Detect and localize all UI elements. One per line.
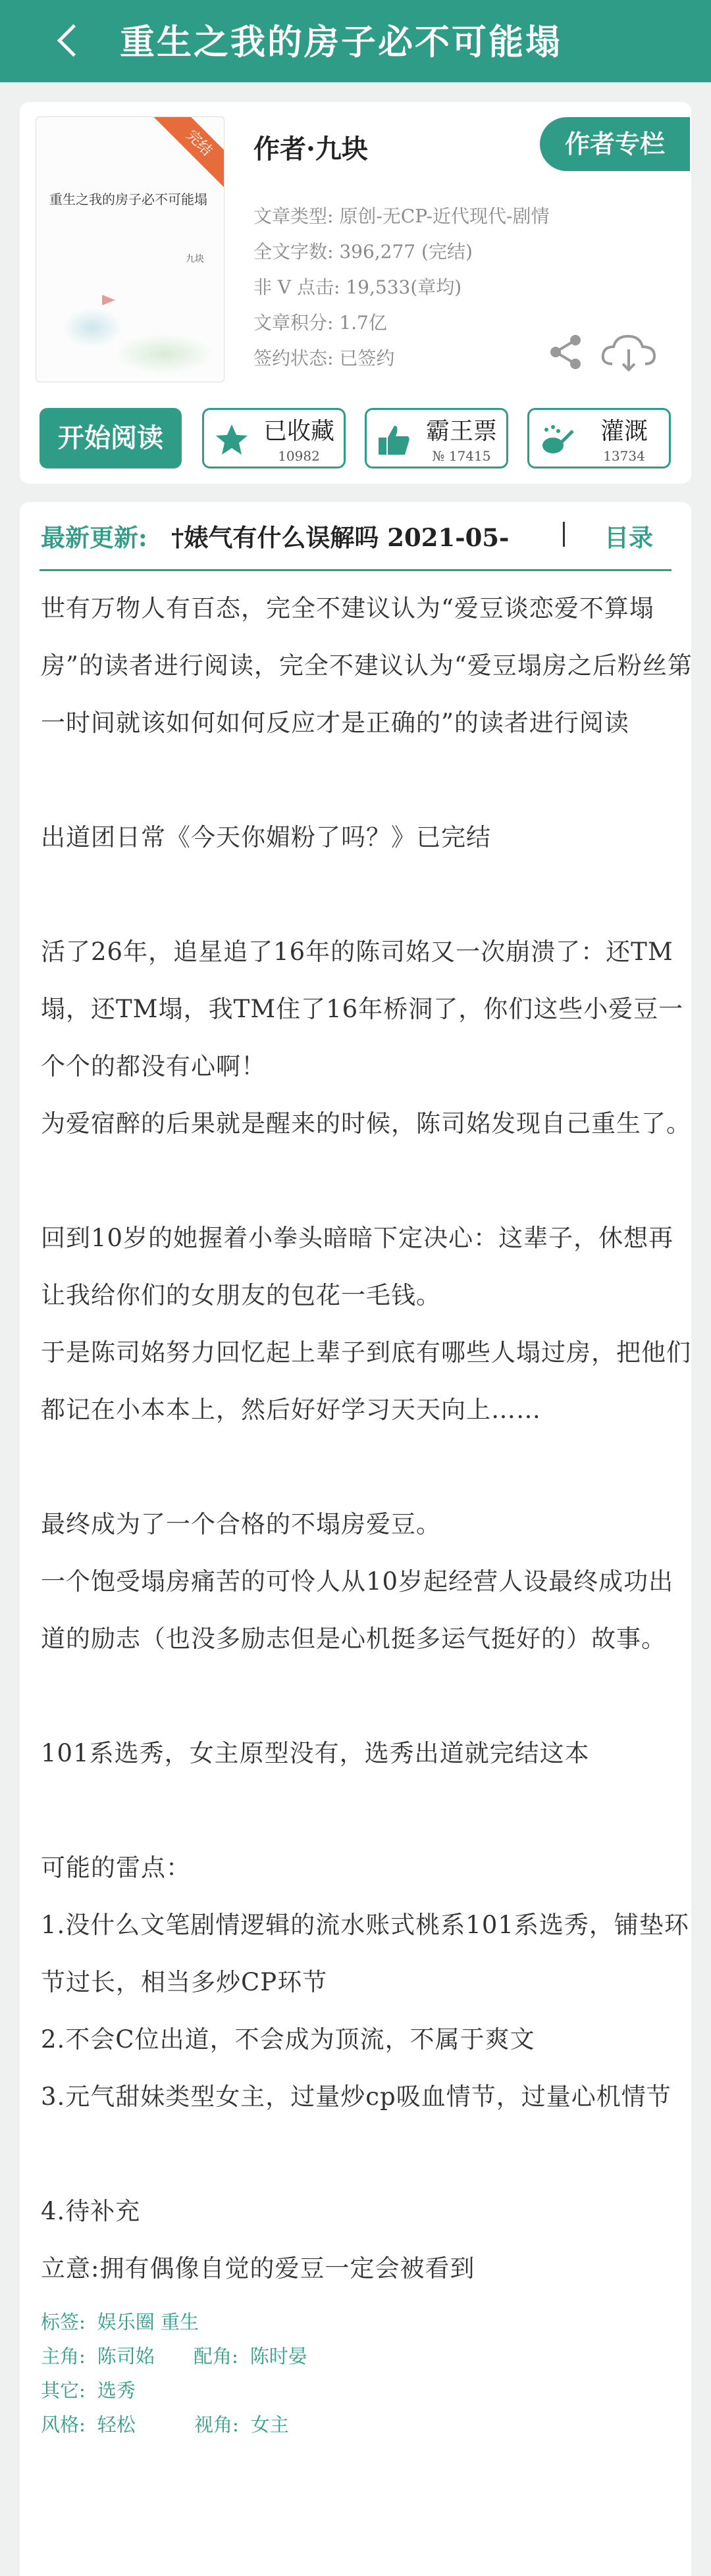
intro-paragraph: 立意:拥有偶像自觉的爱豆一定会被看到: [41, 2254, 475, 2283]
start-reading-button[interactable]: 开始阅读: [40, 408, 182, 468]
meta-word-count: 全文字数: 396,277 (完结): [253, 241, 473, 263]
nutrient-button[interactable]: [527, 408, 671, 468]
nutrient-label: 灌溉: [600, 418, 648, 445]
intro-paragraph: 活了26年，追星追了16年的陈司姳又一次崩溃了：还TM塌，还TM塌，我TM住了16年桥洞了，你们这些小爱豆一个个的都没有心啊！: [41, 938, 684, 1080]
meta-clicks: 非 V 点击: 19,533(章均): [253, 276, 462, 298]
top-bar: [0, 0, 711, 82]
style-row: [41, 2410, 289, 2437]
lead-value: 陈司姳: [97, 2345, 155, 2367]
table-of-contents-link[interactable]: 目录: [604, 523, 653, 552]
intro-paragraph: 2.不会C位出道，不会成为顶流，不属于爽文: [41, 2025, 535, 2054]
style-label: 风格:: [41, 2413, 86, 2436]
share-icon[interactable]: [546, 332, 586, 372]
characters-row: [41, 2342, 307, 2369]
other-label: 其它:: [41, 2379, 86, 2402]
favorite-count: 10982: [278, 448, 320, 464]
intro-paragraph: 4.待补充: [41, 2197, 141, 2225]
author-name[interactable]: 作者·九块: [253, 134, 368, 164]
cover-title: 重生之我的房子必不可能塌: [49, 191, 207, 207]
back-arrow-icon[interactable]: [51, 17, 91, 63]
lead-label: 主角:: [41, 2345, 86, 2367]
intro-paragraph: 一个饱受塌房痛苦的可怜人从10岁起经营人设最终成功出道的励志（也没多励志但是心机挺多运气挺好的）故事。: [41, 1567, 674, 1653]
support-value: 陈时晏: [250, 2345, 307, 2367]
other-row: [41, 2376, 136, 2403]
support-label: 配角:: [194, 2345, 238, 2367]
intro-paragraph: 3.元气甜妹类型女主，过量炒cp吸血情节，过量心机情节: [41, 2083, 672, 2111]
bawang-label: 霸王票: [425, 418, 497, 445]
intro-paragraph: 为爱宿醉的后果就是醒来的时候，陈司姳发现自己重生了。: [41, 1109, 691, 1138]
intro-paragraph: 1.没什么文笔剧情逻辑的流水账式桃系101系选秀，铺垫环节过长，相当多炒CP环节: [41, 1911, 689, 1996]
watering-can-icon: [539, 422, 575, 459]
intro-paragraph: 可能的雷点：: [41, 1854, 191, 1882]
cover-cloud-decoration: [115, 334, 214, 374]
cover-bird-decoration: [102, 295, 115, 305]
tags-row: [41, 2308, 199, 2335]
view-label: 视角:: [194, 2413, 239, 2436]
book-info-card: [20, 102, 691, 484]
latest-update-chapter[interactable]: †婊气有什么误解吗 2021-05-: [171, 523, 510, 552]
other-value: 选秀: [97, 2379, 136, 2402]
cover-author: 九块: [186, 254, 204, 265]
style-value: 轻松: [97, 2413, 136, 2436]
intro-paragraph: 最终成为了一个合格的不塌房爱豆。: [41, 1510, 441, 1538]
bawang-count: № 17415: [432, 448, 491, 464]
favorite-button[interactable]: [202, 408, 346, 468]
divider: [40, 569, 672, 571]
intro-paragraph: 回到10岁的她握着小拳头暗暗下定决心：这辈子，休想再让我给你们的女朋友的包花一毛钱。: [41, 1224, 674, 1309]
star-icon: [213, 422, 250, 459]
meta-score: 文章积分: 1.7亿: [253, 312, 387, 334]
intro-paragraph: 101系选秀，女主原型没有，选秀出道就完结这本: [41, 1739, 590, 1767]
intro-paragraph: 世有万物人有百态，完全不建议认为“爱豆谈恋爱不算塌房”的读者进行阅读，完全不建议认为“爱豆塌房之后粉丝第一时间就该如何如何反应才是正确的”的读者进行阅读: [41, 594, 693, 737]
view-value: 女主: [250, 2413, 289, 2436]
favorite-label: 已收藏: [263, 418, 334, 445]
latest-update-label: 最新更新:: [41, 523, 147, 552]
intro-paragraph: 出道团日常《今天你媚粉了吗？》已完结: [41, 823, 491, 851]
page-title: 重生之我的房子必不可能塌: [120, 22, 562, 63]
meta-genre: 文章类型: 原创-无CP-近代现代-剧情: [253, 205, 550, 227]
cover-cloud-decoration: [63, 308, 122, 347]
divider: [563, 522, 565, 547]
thumbs-up-icon: [376, 422, 413, 459]
download-cloud-icon[interactable]: [599, 331, 658, 374]
intro-paragraph: 于是陈司姳努力回忆起上辈子到底有哪些人塌过房，把他们都记在小本本上，然后好好学习天天向上……: [41, 1338, 691, 1424]
nutrient-count: 13734: [603, 448, 645, 464]
bawang-ticket-button[interactable]: [365, 408, 508, 468]
author-column-button[interactable]: 作者专栏: [540, 117, 690, 171]
tags-label: 标签:: [41, 2311, 86, 2333]
completed-badge: 完结: [152, 116, 224, 190]
tags-value[interactable]: 娱乐圈 重生: [97, 2311, 199, 2333]
meta-sign-status: 签约状态: 已签约: [253, 347, 395, 369]
book-cover[interactable]: [36, 116, 224, 382]
synopsis-card: [20, 502, 691, 2576]
